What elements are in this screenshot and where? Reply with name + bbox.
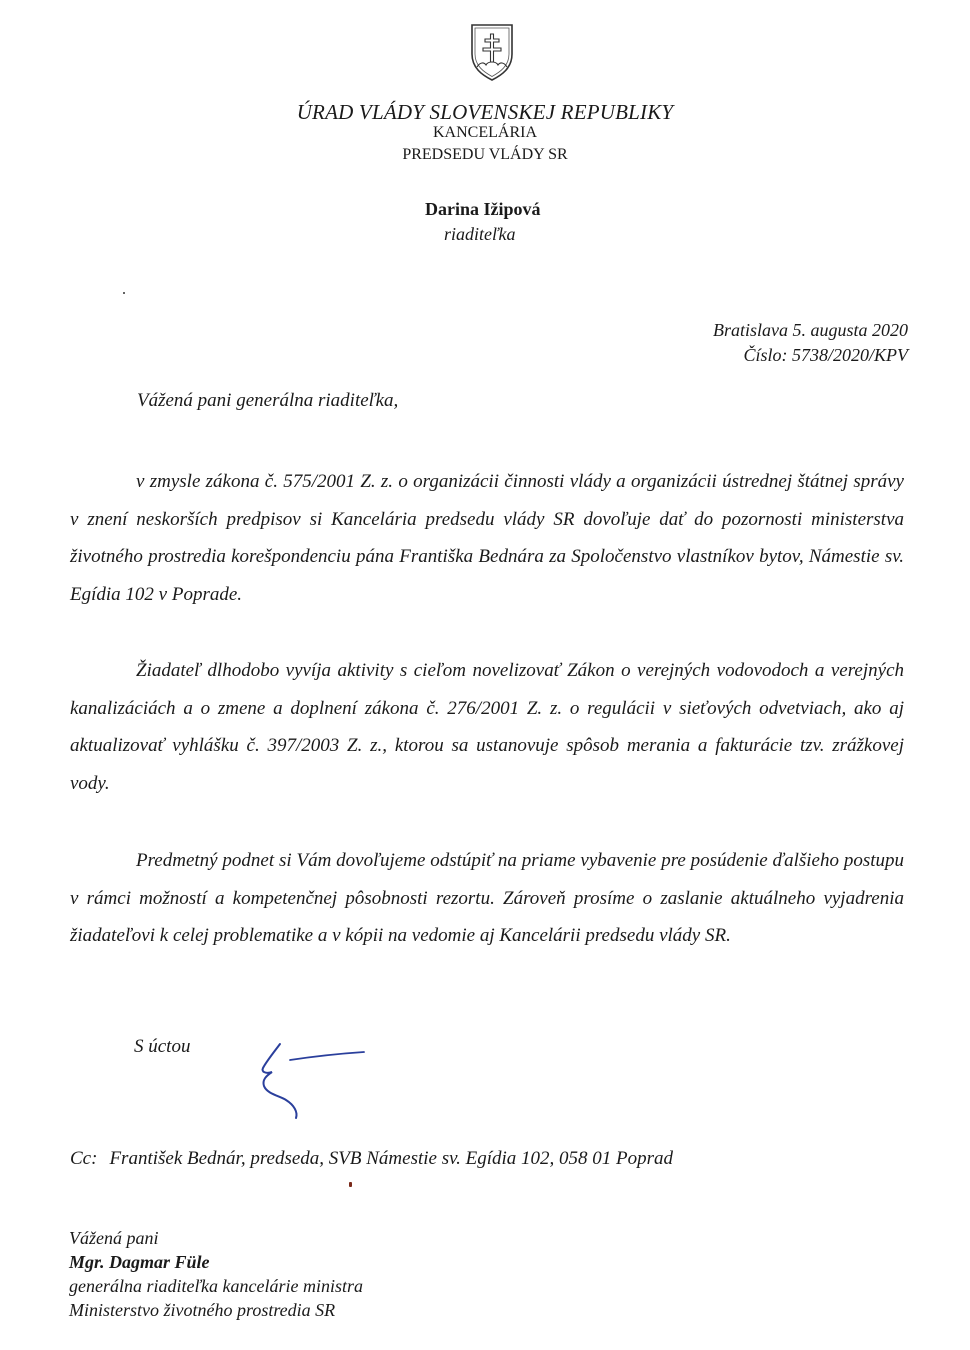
- body-paragraph-1: v zmysle zákona č. 575/2001 Z. z. o organizácii činnosti vlády a organizácii ústrednej štátnej správy v znení neskorších predpisov si Kancelária predsedu vlády SR dovoľuje dať do pozornosti ministerstva životného prostredia korešpondenciu pána Františka Bednára za Spoločenstvo vlastníkov bytov, Námestie sv. Egídia 102 v Poprade.: [70, 471, 904, 605]
- ink-speck: [349, 1182, 352, 1187]
- sender-role: riaditeľka: [444, 224, 516, 244]
- slovak-coat-of-arms-icon: [468, 22, 516, 82]
- addressee-name: Mgr. Dagmar Füle: [69, 1252, 210, 1272]
- addressee-block: [69, 1226, 363, 1322]
- body-paragraph-3: Predmetný podnet si Vám dovoľujeme odstúpiť na priame vybavenie pre posúdenie ďalšieho postupu v rámci možností a kompetenčnej pôsobnosti rezortu. Zároveň prosíme o zaslanie aktuálneho vyjadrenia žiadateľovi k celej problematike a v kópii na vedomie aj Kancelárii predsedu vlády SR.: [70, 850, 904, 946]
- salutation: Vážená pani generálna riaditeľka,: [137, 390, 399, 411]
- reference-number: Číslo: 5738/2020/KPV: [743, 345, 908, 365]
- cc-recipient: František Bednár, predseda, SVB Námestie sv. Egídia 102, 058 01 Poprad: [109, 1148, 674, 1169]
- office-subtitle-2: PREDSEDU VLÁDY SR: [402, 146, 568, 163]
- ink-dot: [123, 292, 125, 294]
- cc-label: Cc:: [70, 1148, 98, 1169]
- addressee-organization: Ministerstvo životného prostredia SR: [69, 1300, 336, 1320]
- body-paragraph-2: Žiadateľ dlhodobo vyvíja aktivity s cieľom novelizovať Zákon o verejných vodovodoch a verejných kanalizáciách a o zmene a doplnení zákona č. 276/2001 Z. z. o regulácii v sieťových odvetviach, ako aj aktualizovať vyhlášku č. 397/2003 Z. z., ktorou sa ustanovuje spôsob merania a fakturácie tzv. zrážkovej vody.: [70, 660, 904, 794]
- sender-name: Darina Ižipová: [425, 199, 541, 219]
- date-block: [713, 318, 908, 368]
- office-subtitle: KANCELÁRIA: [433, 124, 537, 141]
- addressee-greeting: Vážená pani: [69, 1228, 159, 1248]
- handwritten-signature: [252, 1038, 372, 1122]
- letter-date: Bratislava 5. augusta 2020: [712, 320, 908, 340]
- addressee-title: generálna riaditeľka kancelárie ministra: [69, 1276, 363, 1296]
- carbon-copy: [70, 1148, 673, 1170]
- office-name: ÚRAD VLÁDY SLOVENSKEJ REPUBLIKY: [296, 100, 674, 124]
- closing: S úctou: [134, 1036, 191, 1057]
